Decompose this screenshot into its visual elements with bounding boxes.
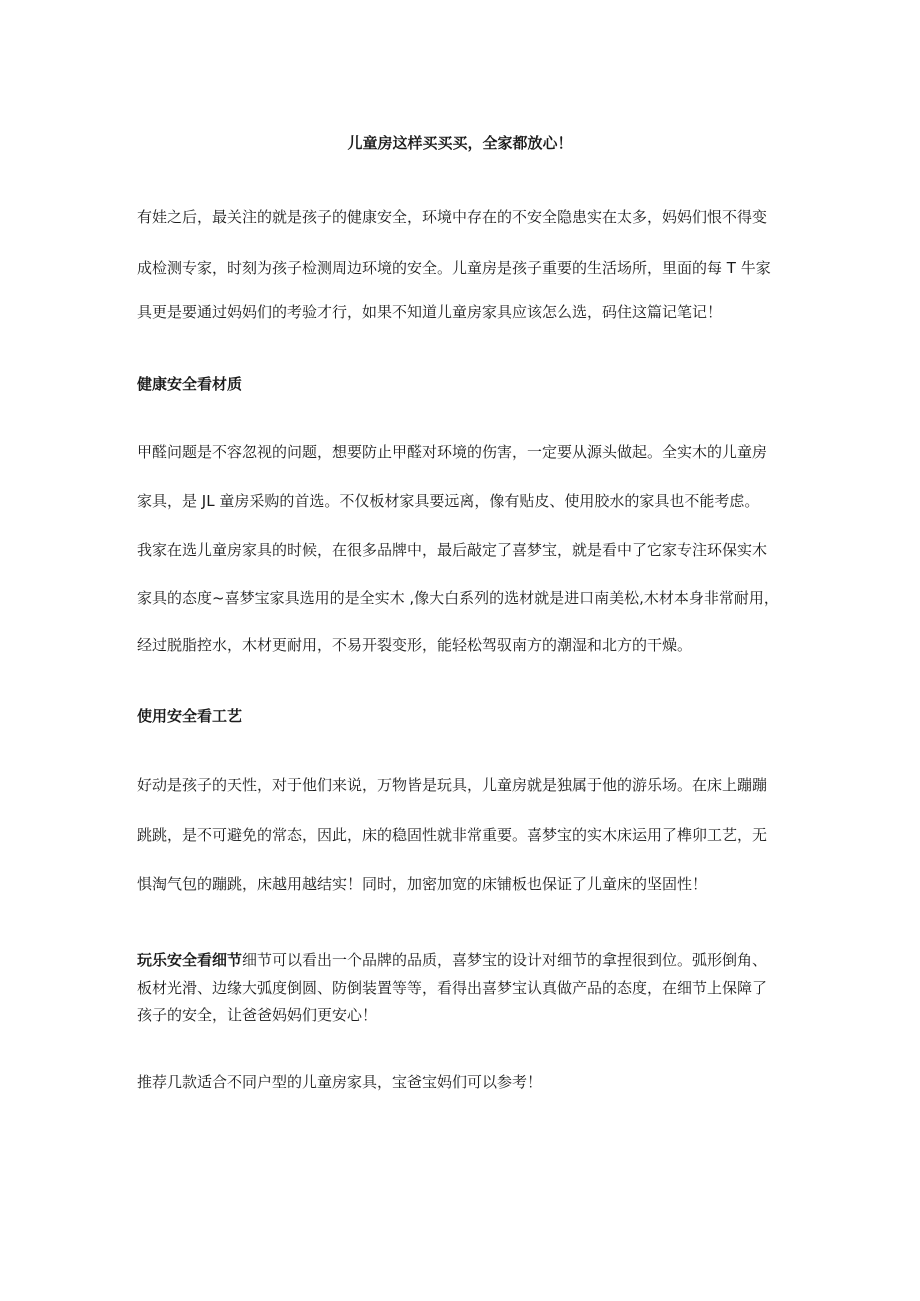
section2-line-2: 跳跳，是不可避免的常态，因此，床的稳固性就非常重要。喜梦宝的实木床运用了榫卯工艺，无: [137, 826, 768, 844]
section3-line-1: [137, 948, 767, 972]
section3-line-1-text: 细节可以看出一个品牌的品质，喜梦宝的设计对细节的拿捏很到位。弧形倒角、: [242, 951, 768, 969]
intro-line-1: 有娃之后，最关注的就是孩子的健康安全，环境中存在的不安全隐患实在太多，妈妈们恨不得变: [137, 208, 768, 226]
section1-line-2: 家具，是 JL 童房采购的首选。不仅板材家具要远离，像有贴皮、使用胶水的家具也不能考虑。: [137, 492, 760, 510]
section1-line-1: 甲醛问题是不容忽视的问题，想要防止甲醛对环境的伤害，一定要从源头做起。全实木的儿童房: [137, 443, 768, 461]
section1-line-3: 我家在选儿童房家具的时候，在很多品牌中，最后敲定了喜梦宝，就是看中了它家专注环保实木: [137, 541, 768, 559]
section2-line-1: 好动是孩子的天性，对于他们来说，万物皆是玩具，儿童房就是独属于他的游乐场。在床上蹦蹦: [137, 776, 768, 794]
section-heading-details: 玩乐安全看细节: [137, 951, 243, 969]
closing-line: 推荐几款适合不同户型的儿童房家具，宝爸宝妈们可以参考！: [137, 1073, 543, 1091]
section-heading-craft: 使用安全看工艺: [137, 707, 243, 725]
section1-line-5: 经过脱脂控水，木材更耐用，不易开裂变形，能轻松驾驭南方的潮湿和北方的干燥。: [137, 636, 693, 654]
section-heading-material: 健康安全看材质: [137, 375, 243, 393]
intro-line-3: 具更是要通过妈妈们的考验才行，如果不知道儿童房家具应该怎么选，码住这篇记笔记！: [137, 303, 723, 321]
section1-line-4: 家具的态度~喜梦宝家具选用的是全实木 ,像大白系列的选材就是进口南美松,木材本身非常耐用，: [137, 589, 779, 607]
section3-line-2: 板材光滑、边缘大弧度倒圆、防倒装置等等，看得出喜梦宝认真做产品的态度，在细节上保障了: [137, 979, 768, 997]
page-title: 儿童房这样买买买，全家都放心！: [347, 134, 573, 152]
section3-line-3: 孩子的安全，让爸爸妈妈们更安心！: [137, 1006, 378, 1024]
section2-line-3: 惧淘气包的蹦跳，床越用越结实！同时，加密加宽的床铺板也保证了儿童床的坚固性！: [137, 875, 708, 893]
intro-line-2: 成检测专家，时刻为孩子检测周边环境的安全。儿童房是孩子重要的生活场所，里面的每 T 牛家: [137, 259, 771, 277]
